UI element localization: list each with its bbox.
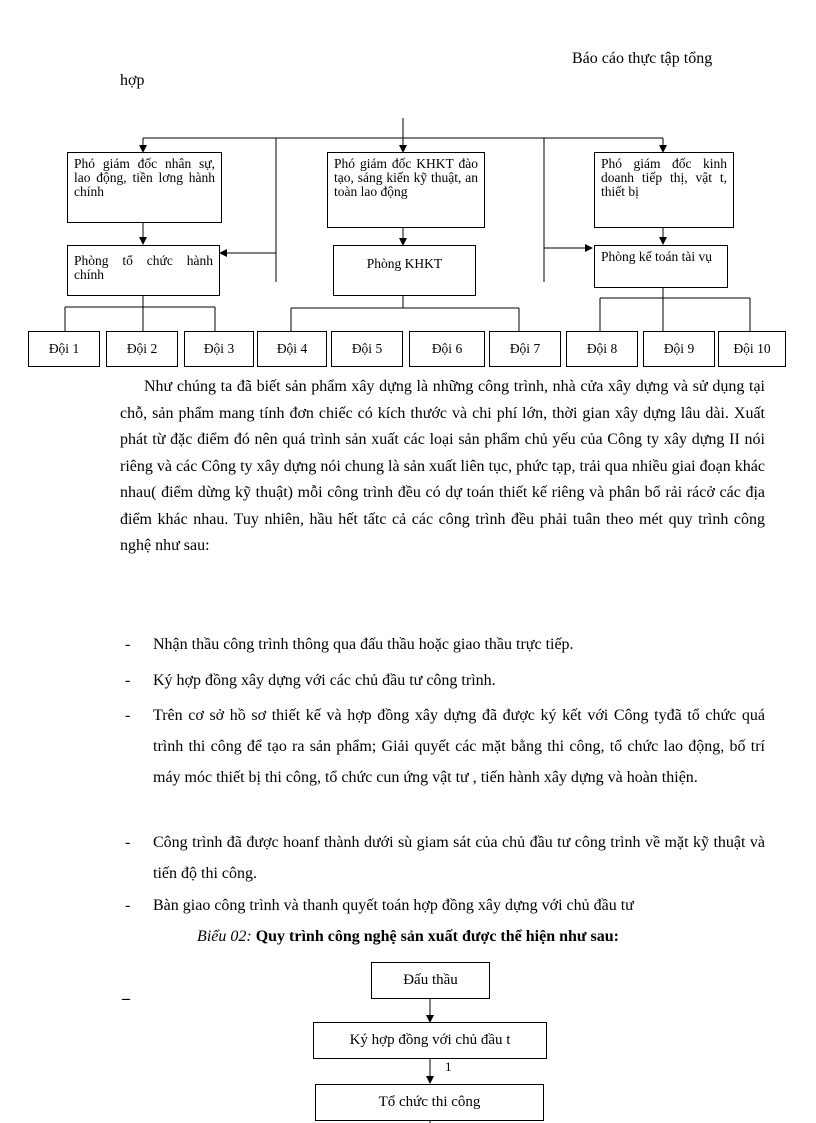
bullet-dash: - bbox=[125, 834, 131, 851]
flow-step-contract: Ký hợp đồng với chủ đầu t bbox=[313, 1022, 547, 1059]
list-item-text: Trên cơ sở hồ sơ thiết kế và hợp đồng xây dựng đã được ký kết với Công tyđã tổ chức quá trình thi công để tạo ra sản phẩm; Giải quyết các mặt bằng thi công, tổ chức lao động, bố trí máy móc thiết bị thi công, tổ chức cun ứng vật tư , tiến hành xây dựng và hoàn thiện. bbox=[153, 707, 765, 786]
figure-label: Biểu 02: bbox=[197, 928, 252, 945]
list-item-text: Nhận thầu công trình thông qua đấu thầu hoặc giao thầu trực tiếp. bbox=[153, 636, 574, 653]
list-item bbox=[125, 668, 765, 695]
list-item bbox=[125, 827, 765, 889]
intro-paragraph: Như chúng ta đã biết sản phẩm xây dựng là những công trình, nhà cửa xây dựng và sử dụng tại chỗ, sản phẩm mang tính đơn chiếc có kích thước và chi phí lớn, thời gian xây dựng lâu dài. Xuất phát từ đặc điểm đó nên quá trình sản xuất các loại sản phẩm chủ yếu của Công ty xây dựng II nói riêng và các Công ty xây dựng nói chung là sản xuất liên tục, phức tạp, trải qua nhiều giai đoạn khác nhau( điểm dừng kỹ thuật) mỗi công trình đều có dự toán thiết kế riêng và phân bổ rải rácở các địa điểm khác nhau. Tuy nhiên, hầu hết tấtc cả các công trình đều phải tuân theo mét quy trình công nghệ như sau: bbox=[120, 378, 765, 554]
list-item-text: Công trình đã được hoanf thành dưới sù giam sát của chủ đầu tư công trình về mặt kỹ thuật và tiến độ thi công. bbox=[153, 834, 765, 882]
team-box: Đội 1 bbox=[28, 331, 100, 367]
department-tech-box: Phòng KHKT bbox=[333, 245, 476, 296]
header-title-continued: hợp bbox=[120, 72, 145, 89]
deputy-business-box: Phó giám đốc kinh doanh tiếp thị, vật t, thiết bị bbox=[594, 152, 734, 228]
flow-step-bidding: Đấu thầu bbox=[371, 962, 490, 999]
flow-step-construction: Tổ chức thi công bbox=[315, 1084, 544, 1121]
figure-title: Quy trình công nghệ sản xuất được thể hiện như sau: bbox=[255, 928, 619, 945]
department-finance-box: Phòng kế toán tài vụ bbox=[594, 245, 728, 288]
team-box: Đội 2 bbox=[106, 331, 178, 367]
team-box: Đội 3 bbox=[184, 331, 254, 367]
department-admin-box: Phòng tổ chức hành chính bbox=[67, 245, 220, 296]
team-box: Đội 8 bbox=[566, 331, 638, 367]
bullet-dash: - bbox=[125, 707, 131, 724]
flow-arrow-label: 1 bbox=[445, 1059, 452, 1074]
list-item bbox=[125, 893, 765, 920]
team-box: Đội 5 bbox=[331, 331, 403, 367]
team-box: Đội 6 bbox=[409, 331, 485, 367]
team-box: Đội 10 bbox=[718, 331, 786, 367]
list-item bbox=[125, 632, 765, 659]
deputy-hr-box: Phó giám đốc nhân sự, lao động, tiền lơng hành chính bbox=[67, 152, 222, 223]
bullet-dash: - bbox=[125, 897, 131, 914]
list-item-text: Ký hợp đồng xây dựng với các chủ đầu tư công trình. bbox=[153, 672, 496, 689]
team-box: Đội 4 bbox=[257, 331, 327, 367]
header-title: Báo cáo thực tập tổng bbox=[572, 50, 713, 67]
figure-caption bbox=[0, 928, 816, 946]
deputy-tech-box: Phó giám đốc KHKT đào tạo, sáng kiến kỹ thuật, an toàn lao động bbox=[327, 152, 485, 228]
list-item-text: Bàn giao công trình và thanh quyết toán hợp đồng xây dựng với chủ đầu tư bbox=[153, 897, 634, 914]
team-box: Đội 7 bbox=[489, 331, 561, 367]
team-box: Đội 9 bbox=[643, 331, 715, 367]
bullet-dash: - bbox=[125, 672, 131, 689]
bullet-dash: - bbox=[125, 636, 131, 653]
list-item bbox=[125, 700, 765, 793]
side-mark: _ bbox=[122, 985, 130, 1002]
